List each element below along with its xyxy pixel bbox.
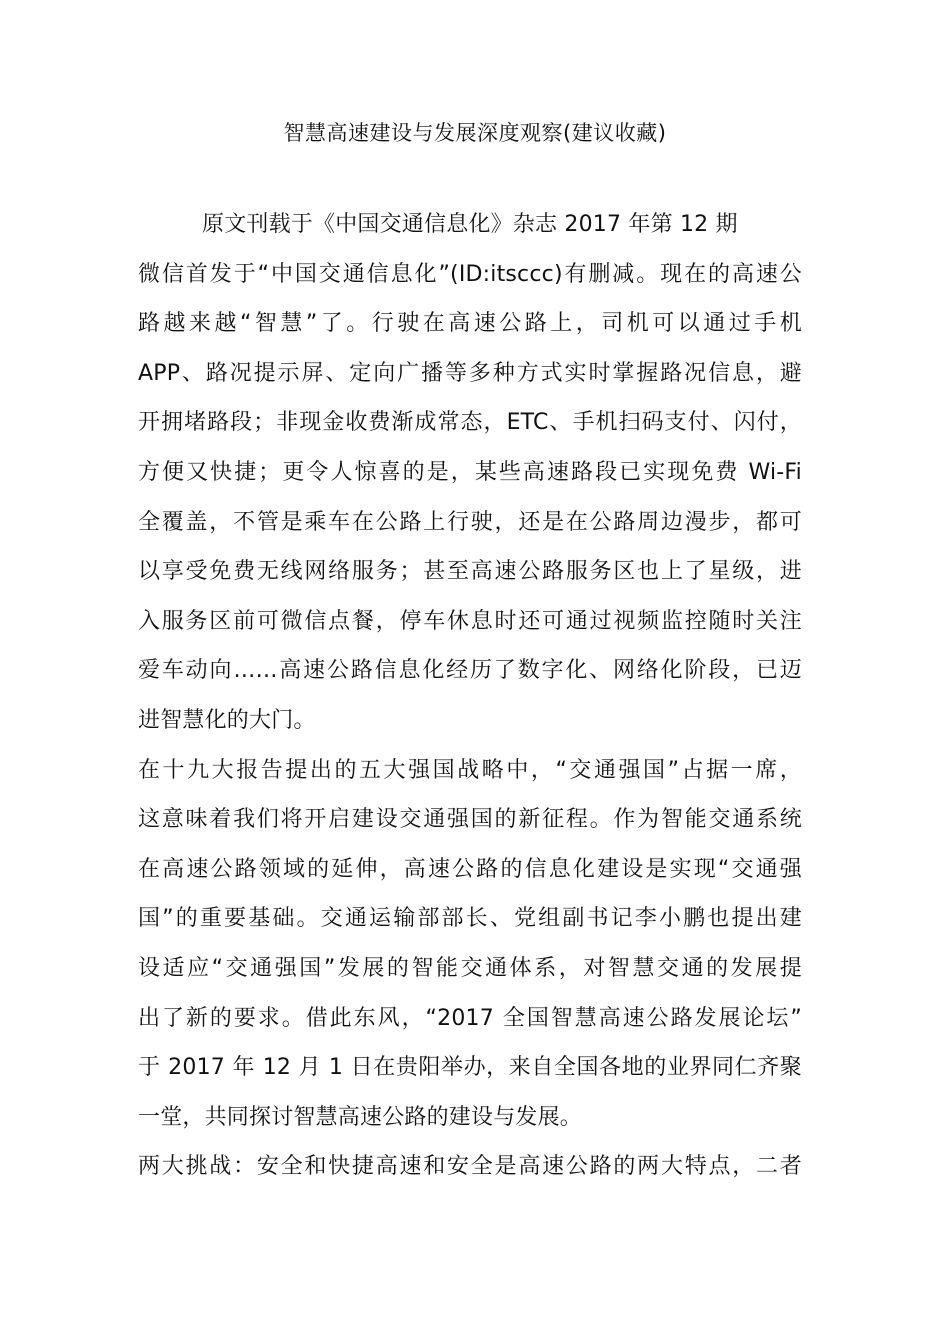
body-line-7: 全覆盖，不管是乘车在公路上行驶，还是在公路周边漫步，都可 (138, 509, 802, 535)
document-body (138, 207, 802, 1199)
document-title: 智慧高速建设与发展深度观察(建议收藏) (283, 121, 667, 145)
body-line-15: 国”的重要基础。交通运输部部长、党组副书记李小鹏也提出建 (138, 906, 802, 932)
body-line-8: 以享受免费无线网络服务；甚至高速公路服务区也上了星级，进 (138, 559, 802, 585)
body-line-20: 两大挑战：安全和快捷高速和安全是高速公路的两大特点，二者 (138, 1154, 802, 1180)
body-line-17: 出了新的要求。借此东风，“2017 全国智慧高速公路发展论坛” (138, 1005, 802, 1031)
body-line-5: 开拥堵路段；非现金收费渐成常态，ETC、手机扫码支付、闪付， (138, 410, 802, 436)
body-line-19: 一堂，共同探讨智慧高速公路的建设与发展。 (138, 1104, 583, 1130)
body-line-6: 方便又快捷；更令人惊喜的是，某些高速路段已实现免费 Wi-Fi (138, 459, 802, 485)
body-line-10: 爱车动向……高速公路信息化经历了数字化、网络化阶段，已迈 (138, 658, 802, 684)
body-line-11: 进智慧化的大门。 (138, 707, 316, 733)
body-line-14: 在高速公路领域的延伸，高速公路的信息化建设是实现“交通强 (138, 856, 802, 882)
body-line-4: APP、路况提示屏、定向广播等多种方式实时掌握路况信息，避 (138, 360, 802, 386)
body-line-2: 微信首发于“中国交通信息化”(ID:itsccc)有删减。现在的高速公 (138, 261, 802, 287)
body-line-16: 设适应“交通强国”发展的智能交通体系，对智慧交通的发展提 (138, 955, 802, 981)
body-line-9: 入服务区前可微信点餐，停车休息时还可通过视频监控随时关注 (138, 608, 802, 634)
body-line-3: 路越来越“智慧”了。行驶在高速公路上，司机可以通过手机 (138, 311, 802, 337)
body-line-12: 在十九大报告提出的五大强国战略中，“交通强国”占据一席， (138, 757, 802, 783)
body-line-1: 原文刊载于《中国交通信息化》杂志 2017 年第 12 期 (202, 212, 738, 237)
body-line-18: 于 2017 年 12 月 1 日在贵阳举办，来自全国各地的业界同仁齐聚 (138, 1055, 802, 1081)
body-line-13: 这意味着我们将开启建设交通强国的新征程。作为智能交通系统 (138, 807, 802, 833)
